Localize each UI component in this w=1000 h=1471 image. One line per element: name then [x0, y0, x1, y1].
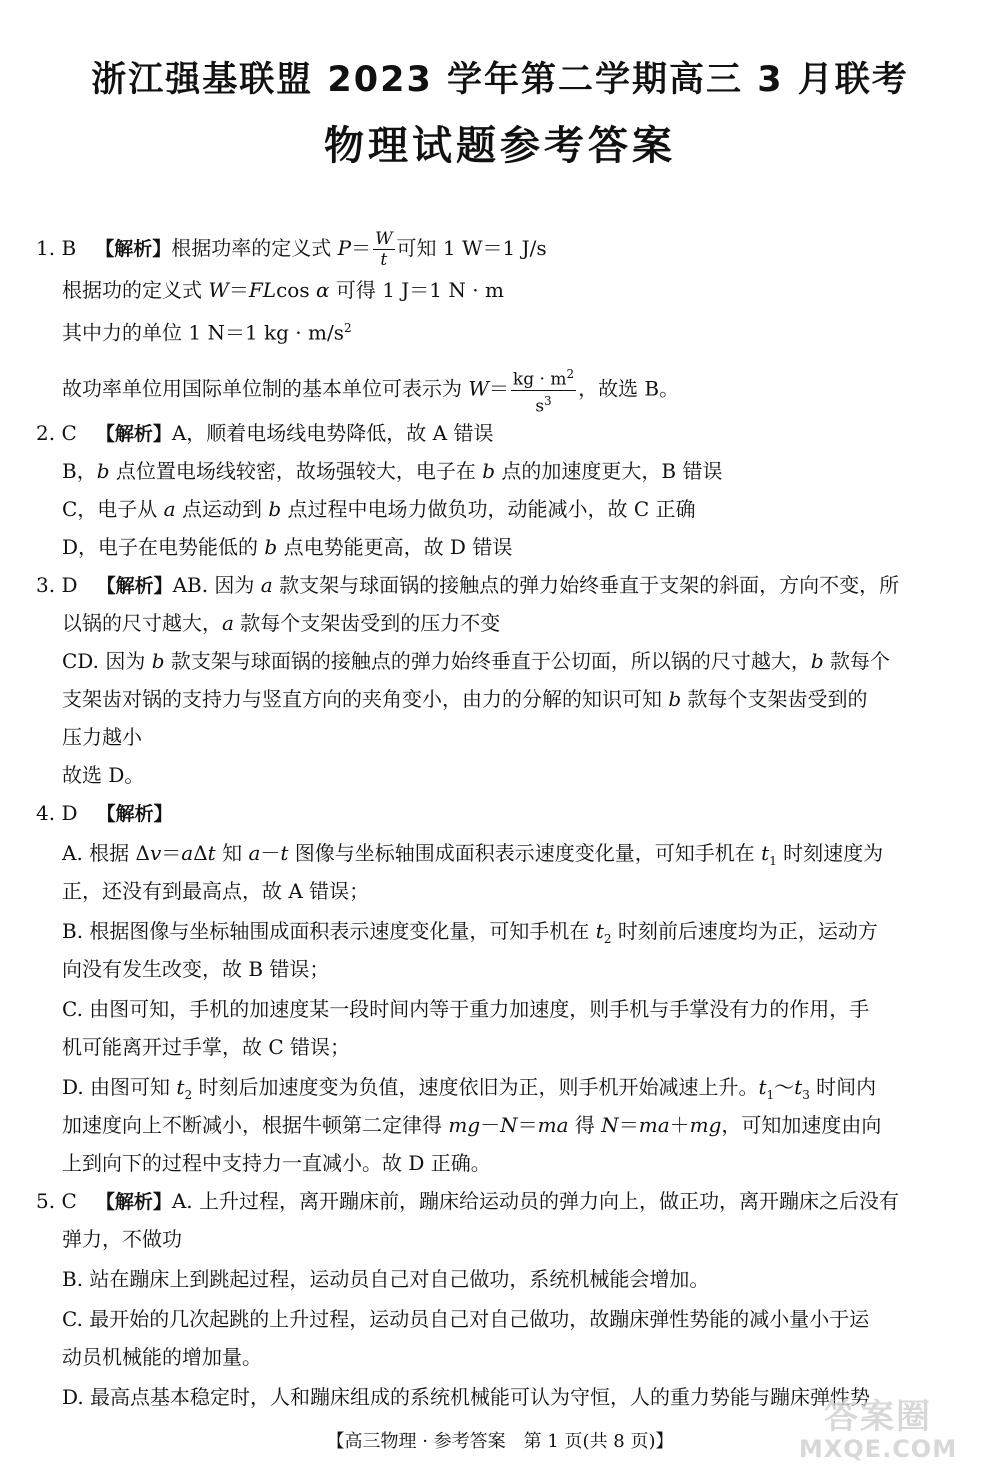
q4-c-line-1: C. 由图可知，手机的加速度某一段时间内等于重力加速度，则手机与手掌没有力的作用，手	[62, 997, 870, 1021]
q1-line-3: 其中力的单位 1 N＝1 kg · $m/s^2$	[62, 320, 352, 345]
q4-b-line-2: 向没有发生改变，故 B 错误；	[62, 957, 330, 981]
q4-c-line-2: 机可能离开过手掌，故 C 错误；	[62, 1035, 351, 1059]
q1-analysis-tag: 【解析】	[95, 238, 172, 260]
q4-number: 4. D	[36, 801, 78, 825]
q1-line-1: 1. B 【解析】根据功率的定义式 P＝ $\frac{W}{t}$ 可知 1 W＝1 J/s	[36, 229, 547, 270]
q3-analysis-tag: 【解析】	[96, 575, 173, 597]
exam-title: 浙江强基联盟 2023 学年第二学期高三 3 月联考	[91, 60, 909, 100]
q2-line-4: D，电子在电势能低的 b 点电势能更高，故 D 错误	[62, 535, 513, 559]
q4-d-line-2: 加速度向上不断减小，根据牛顿第二定律得 mg－N＝ma 得 N＝ma＋mg，可知加速度由向	[62, 1113, 882, 1137]
q5-b-line-1: B. 站在蹦床上到跳起过程，运动员自己对自己做功，系统机械能会增加。	[62, 1267, 710, 1291]
q2-analysis-tag: 【解析】	[95, 423, 172, 445]
q2-line-3: C，电子从 a 点运动到 b 点过程中电场力做负功，动能减小，故 C 正确	[62, 497, 696, 521]
q3-number: 3. D	[36, 573, 78, 597]
q2-number: 2. C	[36, 421, 77, 445]
q4-d-line-1: D. 由图可知 $t_2$ 时刻后加速度变为负值，速度依旧为正，则手机开始减速上升。$t_1\sim t_3$ 时间内	[62, 1075, 877, 1102]
q1-line-2: 根据功的定义式 W＝FLcos α 可得 1 J＝1 N · m	[62, 278, 504, 302]
watermark-logo: 答案圈 MXQE.COM	[798, 1397, 958, 1463]
q1-number: 1. B	[36, 236, 77, 260]
q5-number: 5. C	[36, 1189, 77, 1213]
q4-line-1	[36, 800, 173, 827]
q3-line-6: 故选 D。	[62, 763, 145, 787]
q3-line-2: 以锅的尺寸越大，a 款每个支架齿受到的压力不变	[62, 611, 501, 635]
answer-subtitle: 物理试题参考答案	[324, 123, 676, 169]
q5-analysis-tag: 【解析】	[95, 1191, 172, 1213]
page-footer: 【高三物理 · 参考答案 第 1 页(共 8 页)】	[326, 1431, 674, 1452]
unit-fraction: $\frac{kg \cdot m^2}{s^3}$	[511, 364, 576, 416]
power-fraction: $\frac{W}{t}$	[375, 229, 393, 270]
q3-line-1: 3. D 【解析】AB. 因为 a 款支架与球面锅的接触点的弹力始终垂直于支架的斜面，方向不变，所	[36, 573, 900, 597]
q1-line-4: 故功率单位用国际单位制的基本单位可表示为 W＝ $\frac{kg \cdot m^2}{s^3}$ ，故选 B。	[62, 364, 679, 416]
q5-c-line-1: C. 最开始的几次起跳的上升过程，运动员自己对自己做功，故蹦床弹性势能的减小量小于运	[62, 1307, 870, 1331]
q2-line-2: B，b 点位置电场线较密，故场强较大，电子在 b 点的加速度更大，B 错误	[62, 459, 723, 483]
q5-d-line-1: D. 最高点基本稳定时，人和蹦床组成的系统机械能可认为守恒，人的重力势能与蹦床弹性势	[62, 1385, 871, 1409]
q2-line-1: 2. C 【解析】A，顺着电场线电势降低，故 A 错误	[36, 421, 494, 445]
q4-d-line-3: 上到向下的过程中支持力一直减小。故 D 正确。	[62, 1151, 491, 1175]
q3-line-4: 支架齿对锅的支持力与竖直方向的夹角变小，由力的分解的知识可知 b 款每个支架齿受到的	[62, 687, 868, 711]
q5-a-line-2: 弹力，不做功	[62, 1227, 182, 1251]
q4-a-line-2: 正，还没有到最高点，故 A 错误；	[62, 879, 370, 903]
q3-line-3: CD. 因为 b 款支架与球面锅的接触点的弹力始终垂直于公切面，所以锅的尺寸越大，b 款每个	[62, 649, 891, 673]
q4-analysis-tag: 【解析】	[96, 803, 173, 825]
q5-c-line-2: 动员机械能的增加量。	[62, 1345, 262, 1369]
q5-line-1: 5. C 【解析】A. 上升过程，离开蹦床前，蹦床给运动员的弹力向上，做正功，离开蹦床之后没有	[36, 1189, 900, 1213]
q4-b-line-1: B. 根据图像与坐标轴围成面积表示速度变化量，可知手机在 $t_2$ 时刻前后速度均为正，运动方	[62, 919, 878, 946]
q4-a-line-1: A. 根据 Δv＝aΔt 知 a－t 图像与坐标轴围成面积表示速度变化量，可知手机在 $t_1$ 时刻速度为	[62, 841, 884, 868]
q3-line-5: 压力越小	[62, 725, 142, 749]
